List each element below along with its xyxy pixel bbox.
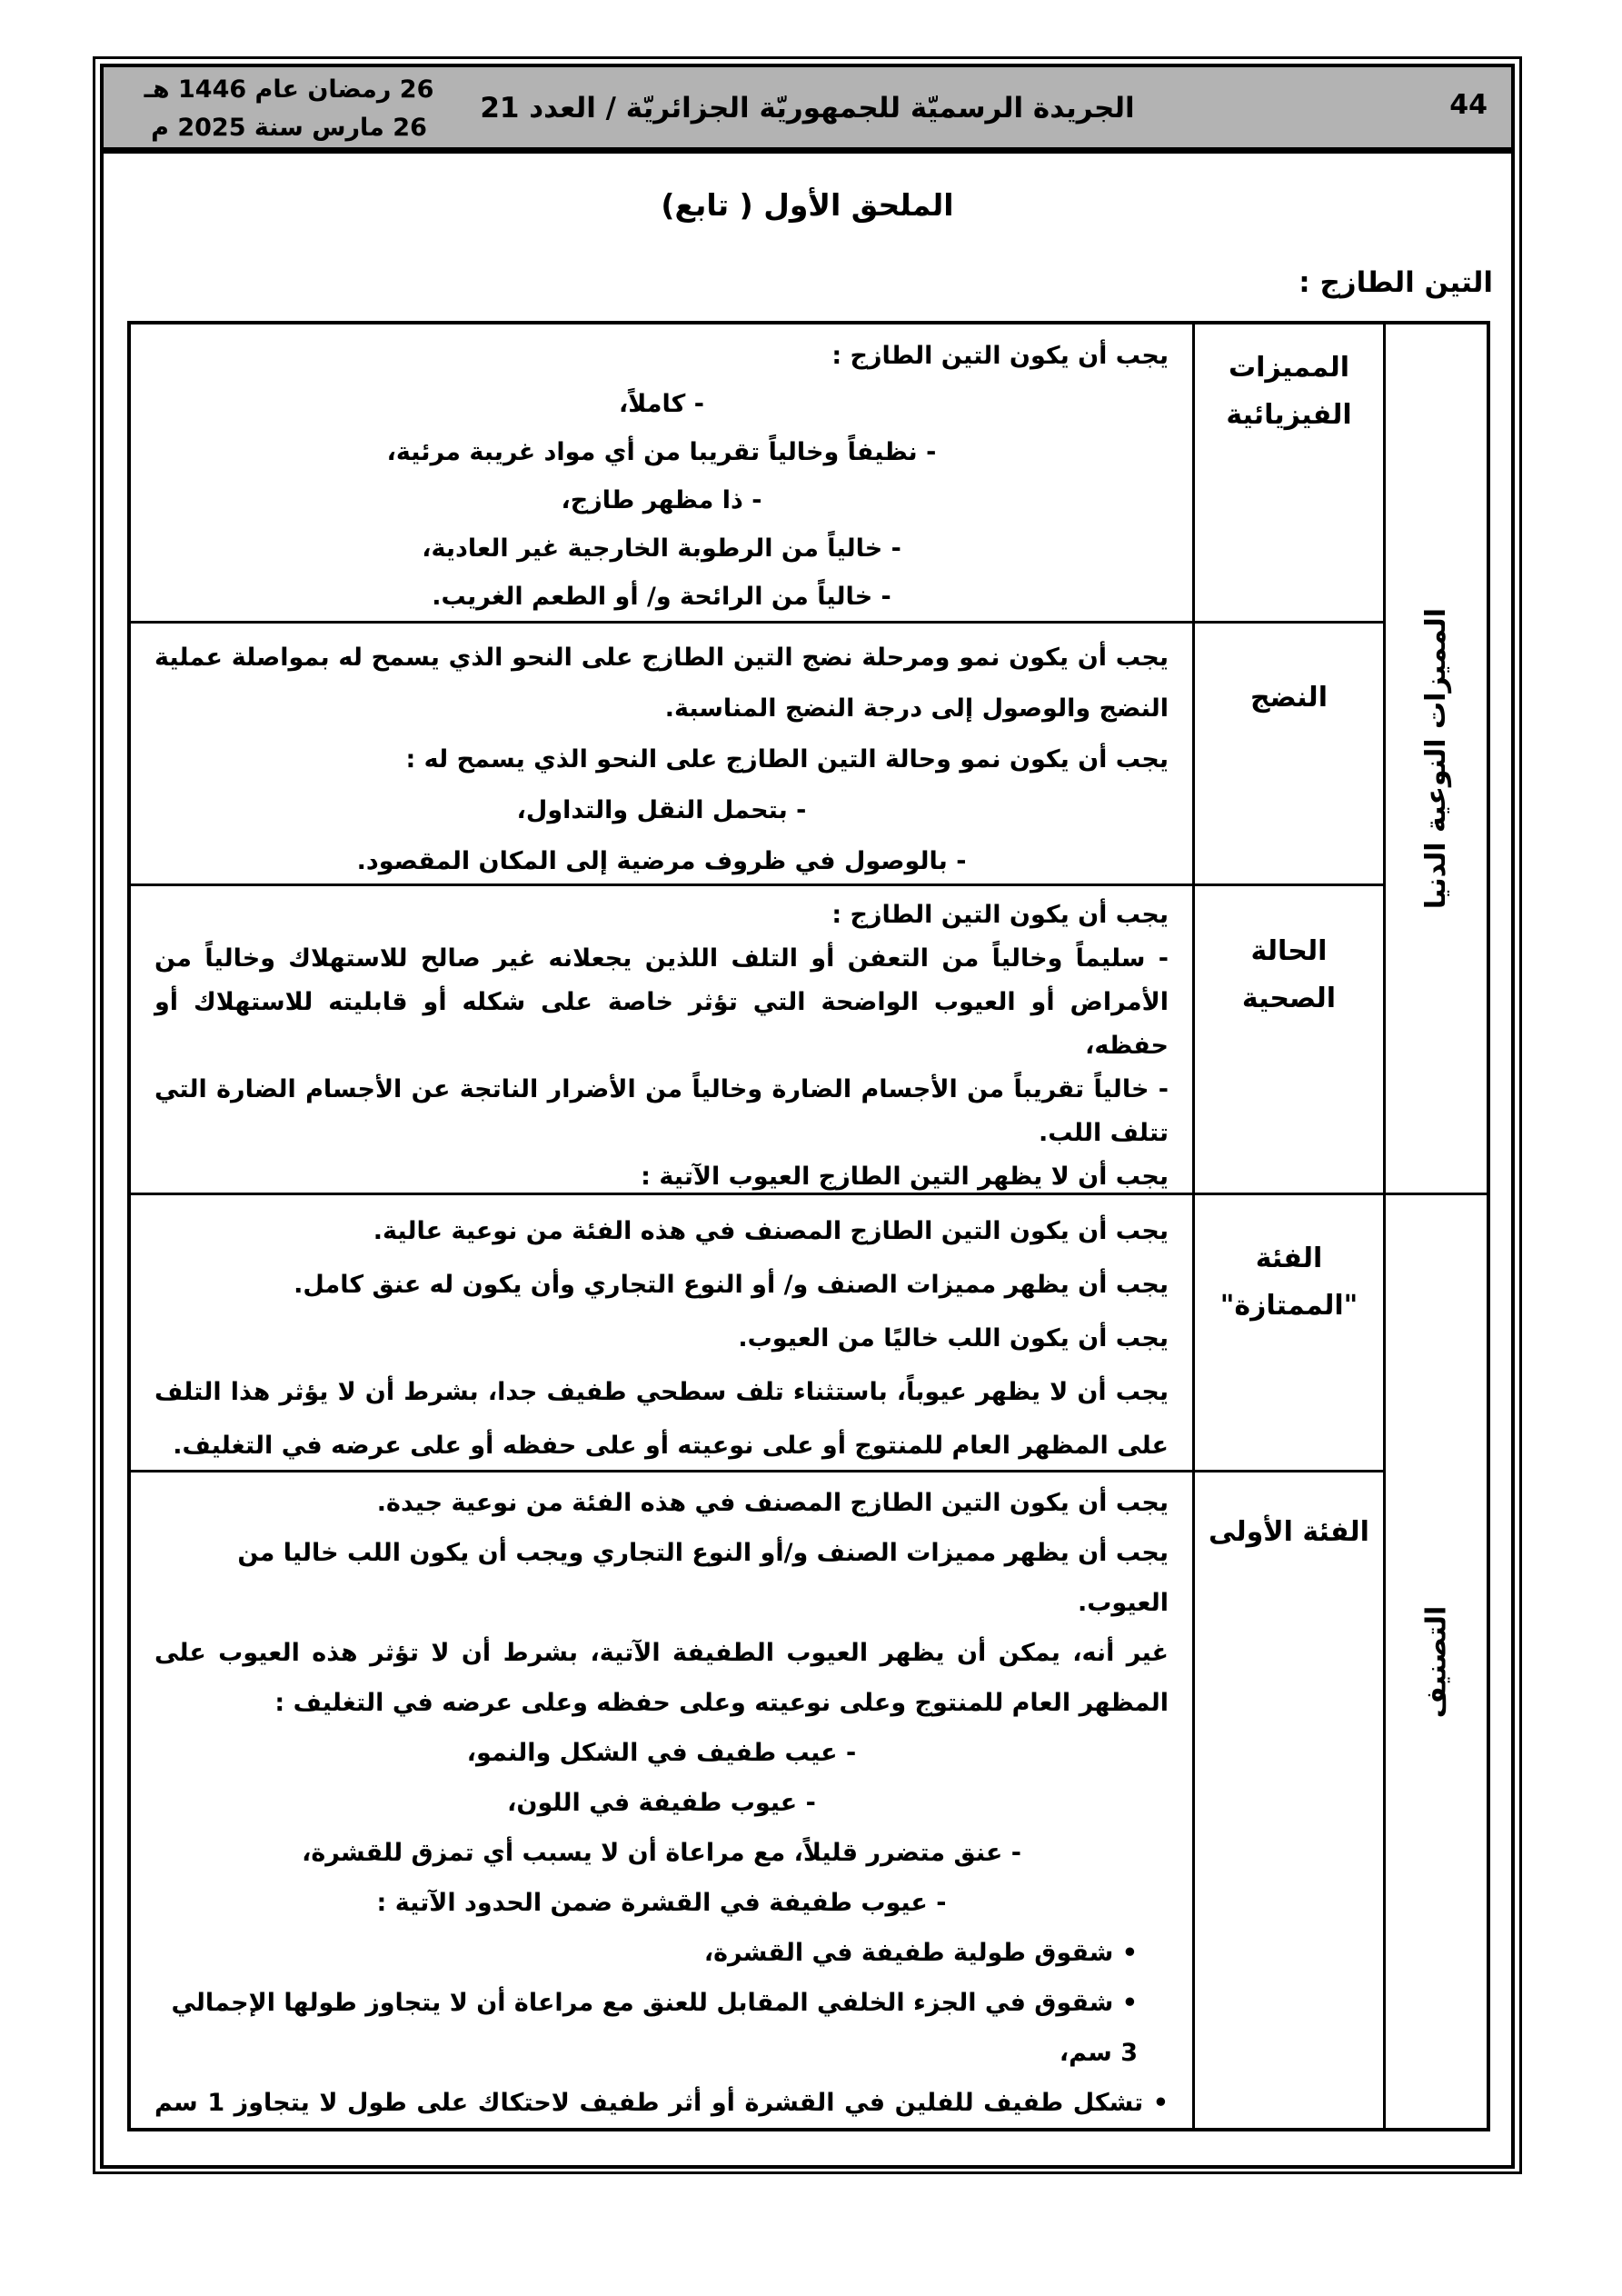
group-header-classification — [1383, 1193, 1487, 2128]
annex-title: الملحق الأول ( تابع) — [661, 187, 954, 223]
content-line: - خالياً تقريباً من الأجسام الضارة وخالياً من الأضرار الناتجة عن الأجسام الضارة التي تتلف اللب. — [154, 1075, 1169, 1147]
gregorian-date: 26 مارس سنة 2025 م — [151, 114, 427, 142]
content-cell-health — [131, 883, 1192, 1193]
content-line: - خالياً من الرائحة و/ أو الطعم الغريب. — [432, 583, 891, 611]
content-line: يجب أن لا يظهر التين الطازج العيوب الآتية : — [641, 1163, 1169, 1191]
row-header-health: الحالة الصحية — [1192, 883, 1383, 1193]
row-header-physical: المميزات الفيزيائية — [1192, 324, 1383, 621]
content-line: يجب أن يكون نمو وحالة التين الطازج على النحو الذي يسمح له : — [405, 745, 1169, 774]
row-header-maturity: النضج — [1192, 621, 1383, 883]
content-line: يجب أن لا يظهر عيوباً، باستثناء تلف سطحي طفيف جدا، بشرط أن لا يؤثر هذا التلف على المظهر العام للمنتوج أو على نوعيته أو على حفظه أو على عرضه في التغليف. — [154, 1378, 1169, 1460]
content-line: - سليماً وخالياً من التعفن أو التلف اللذين يجعلانه غير صالح للاستهلاك وخالياً من الأمراض أو العيوب الواضحة التي تؤثر خاصة على شكله أو قابليته للاستهلاك أو حفظه، — [154, 944, 1169, 1060]
group-header-min-quality-label: المميزات النوعية الدنيا — [1420, 607, 1452, 910]
content-cell-maturity — [131, 621, 1192, 883]
content-line: • تشكل طفيف للفلين في القشرة أو أثر طفيف لاحتكاك على طول لا يتجاوز 1 سم — [154, 2089, 1169, 2117]
spec-table — [127, 321, 1490, 2131]
content-line: - عيوب طفيفة في اللون، — [507, 1789, 816, 1817]
section-label: التين الطازج : — [1299, 266, 1493, 299]
content-line: - عنق متضرر قليلاً، مع مراعاة أن لا يسبب أي تمزق للقشرة، — [302, 1839, 1021, 1867]
content-line: يجب أن يكون التين الطازج : — [831, 901, 1169, 929]
hijri-date: 26 رمضان عام 1446 هـ — [144, 75, 434, 104]
content-line: - بتحمل النقل والتداول، — [516, 796, 807, 824]
page-number: 44 — [1449, 89, 1488, 121]
content-line: يجب أن يظهر مميزات الصنف و/أو النوع التجاري ويجب أن يكون اللب خاليا من العيوب. — [237, 1539, 1169, 1617]
content-line: يجب أن يكون نمو ومرحلة نضج التين الطازج على النحو الذي يسمح له بمواصلة عملية النضج والوصول إلى درجة النضج المناسبة. — [154, 644, 1169, 723]
journal-title: الجريدة الرسميّة للجمهوريّة الجزائريّة / العدد 21 — [480, 92, 1135, 125]
content-line: يجب أن يظهر مميزات الصنف و/ أو النوع التجاري وأن يكون له عنق كامل. — [294, 1271, 1169, 1299]
content-line: - نظيفاً وخالياً تقريبا من أي مواد غريبة مرئية، — [386, 438, 937, 466]
content-line: - بالوصول في ظروف مرضية إلى المكان المقصود. — [356, 847, 967, 875]
content-line: - كاملاً، — [619, 390, 704, 418]
content-line: - خالياً من الرطوبة الخارجية غير العادية، — [422, 534, 901, 563]
group-header-min-quality — [1383, 324, 1487, 1193]
group-header-classification-label: التصنيف — [1419, 1605, 1452, 1718]
row-header-first-class: الفئة الأولى — [1192, 1470, 1383, 2128]
content-line: يجب أن يكون التين الطازج المصنف في هذه الفئة من نوعية جيدة. — [376, 1489, 1169, 1517]
masthead-band — [104, 67, 1511, 154]
content-line: • شقوق في الجزء الخلفي المقابل للعنق مع مراعاة أن لا يتجاوز طولها الإجمالي 3 سم، — [171, 1989, 1138, 2067]
content-cell-physical — [131, 324, 1192, 621]
content-line: - عيب طفيف في الشكل والنمو، — [466, 1739, 857, 1767]
content-line: - عيوب طفيفة في القشرة ضمن الحدود الآتية : — [376, 1889, 947, 1917]
content-line: غير أنه، يمكن أن يظهر العيوب الطفيفة الآتية، بشرط أن لا تؤثر هذه العيوب على المظهر العام للمنتوج وعلى نوعيته وعلى حفظه وعلى عرضه في التغليف : — [154, 1639, 1169, 1717]
content-line: يجب أن يكون التين الطازج المصنف في هذه الفئة من نوعية عالية. — [373, 1217, 1169, 1245]
content-line: - ذا مظهر طازج، — [561, 486, 762, 514]
row-header-extra-class: الفئة "الممتازة" — [1192, 1193, 1383, 1470]
content-line: يجب أن يكون اللب خاليًا من العيوب. — [738, 1324, 1169, 1353]
content-line: • شقوق طولية طفيفة في القشرة، — [703, 1939, 1138, 1967]
content-cell-first-class — [131, 1470, 1192, 2128]
content-line: يجب أن يكون التين الطازج : — [831, 342, 1169, 370]
content-cell-extra-class — [131, 1193, 1192, 1470]
